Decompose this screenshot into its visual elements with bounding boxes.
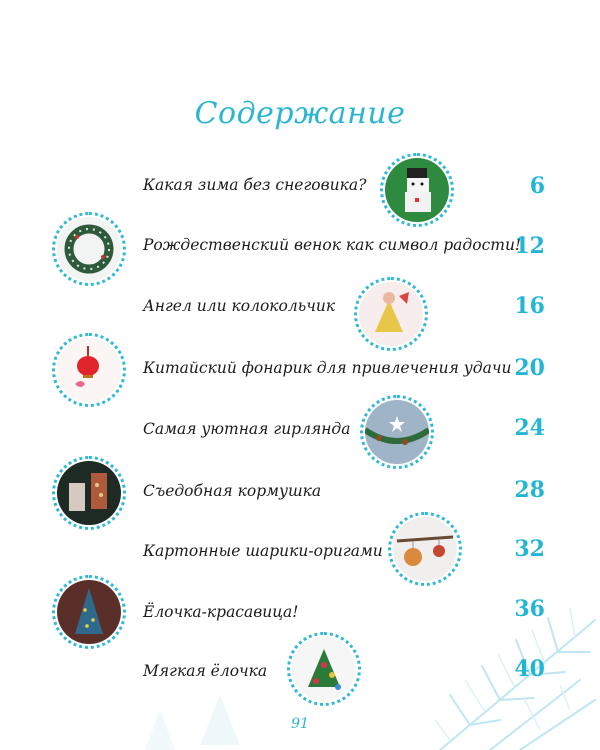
toc-entry-page[interactable]: 40 (514, 656, 545, 682)
toc-thumbnail (360, 395, 434, 469)
toc-entry-label[interactable]: Мягкая ёлочка (143, 662, 268, 680)
toc-entry-page[interactable]: 20 (514, 355, 545, 381)
christmas-tree-icon (57, 580, 121, 644)
toc-entry-page[interactable]: 6 (529, 173, 545, 199)
toc-entry-label[interactable]: Рождественский венок как символ радости! (143, 236, 522, 254)
toc-entry-label[interactable]: Какая зима без снеговика? (143, 176, 367, 194)
garland-icon (365, 400, 429, 464)
toc-entry-label[interactable]: Китайский фонарик для привлечения удачи (143, 359, 512, 377)
page-number: 91 (291, 716, 309, 732)
toc-thumbnail (287, 632, 361, 706)
soft-tree-icon (292, 637, 356, 701)
snowman-icon (385, 158, 449, 222)
toc-entry-page[interactable]: 16 (514, 293, 545, 319)
toc-entry-page[interactable]: 24 (514, 415, 545, 441)
toc-entry-label[interactable]: Ёлочка-красавица! (143, 603, 299, 621)
toc-entry-page[interactable]: 12 (514, 233, 545, 259)
toc-thumbnail (52, 333, 126, 407)
toc-entry-label[interactable]: Съедобная кормушка (143, 482, 322, 500)
wreath-icon (57, 217, 121, 281)
page-title: Содержание (194, 96, 406, 131)
lantern-icon (57, 338, 121, 402)
toc-thumbnail (52, 212, 126, 286)
toc-thumbnail (388, 512, 462, 586)
origami-balls-icon (393, 517, 457, 581)
toc-thumbnail (380, 153, 454, 227)
toc-entry-page[interactable]: 32 (514, 536, 545, 562)
angel-icon (359, 282, 423, 346)
toc-entry-label[interactable]: Самая уютная гирлянда (143, 420, 351, 438)
bird-feeder-icon (57, 461, 121, 525)
toc-entry-page[interactable]: 36 (514, 596, 545, 622)
toc-thumbnail (52, 575, 126, 649)
toc-thumbnail (52, 456, 126, 530)
toc-entry-page[interactable]: 28 (514, 477, 545, 503)
toc-entry-label[interactable]: Картонные шарики-оригами (143, 542, 383, 560)
toc-entry-label[interactable]: Ангел или колокольчик (143, 297, 336, 315)
toc-thumbnail (354, 277, 428, 351)
